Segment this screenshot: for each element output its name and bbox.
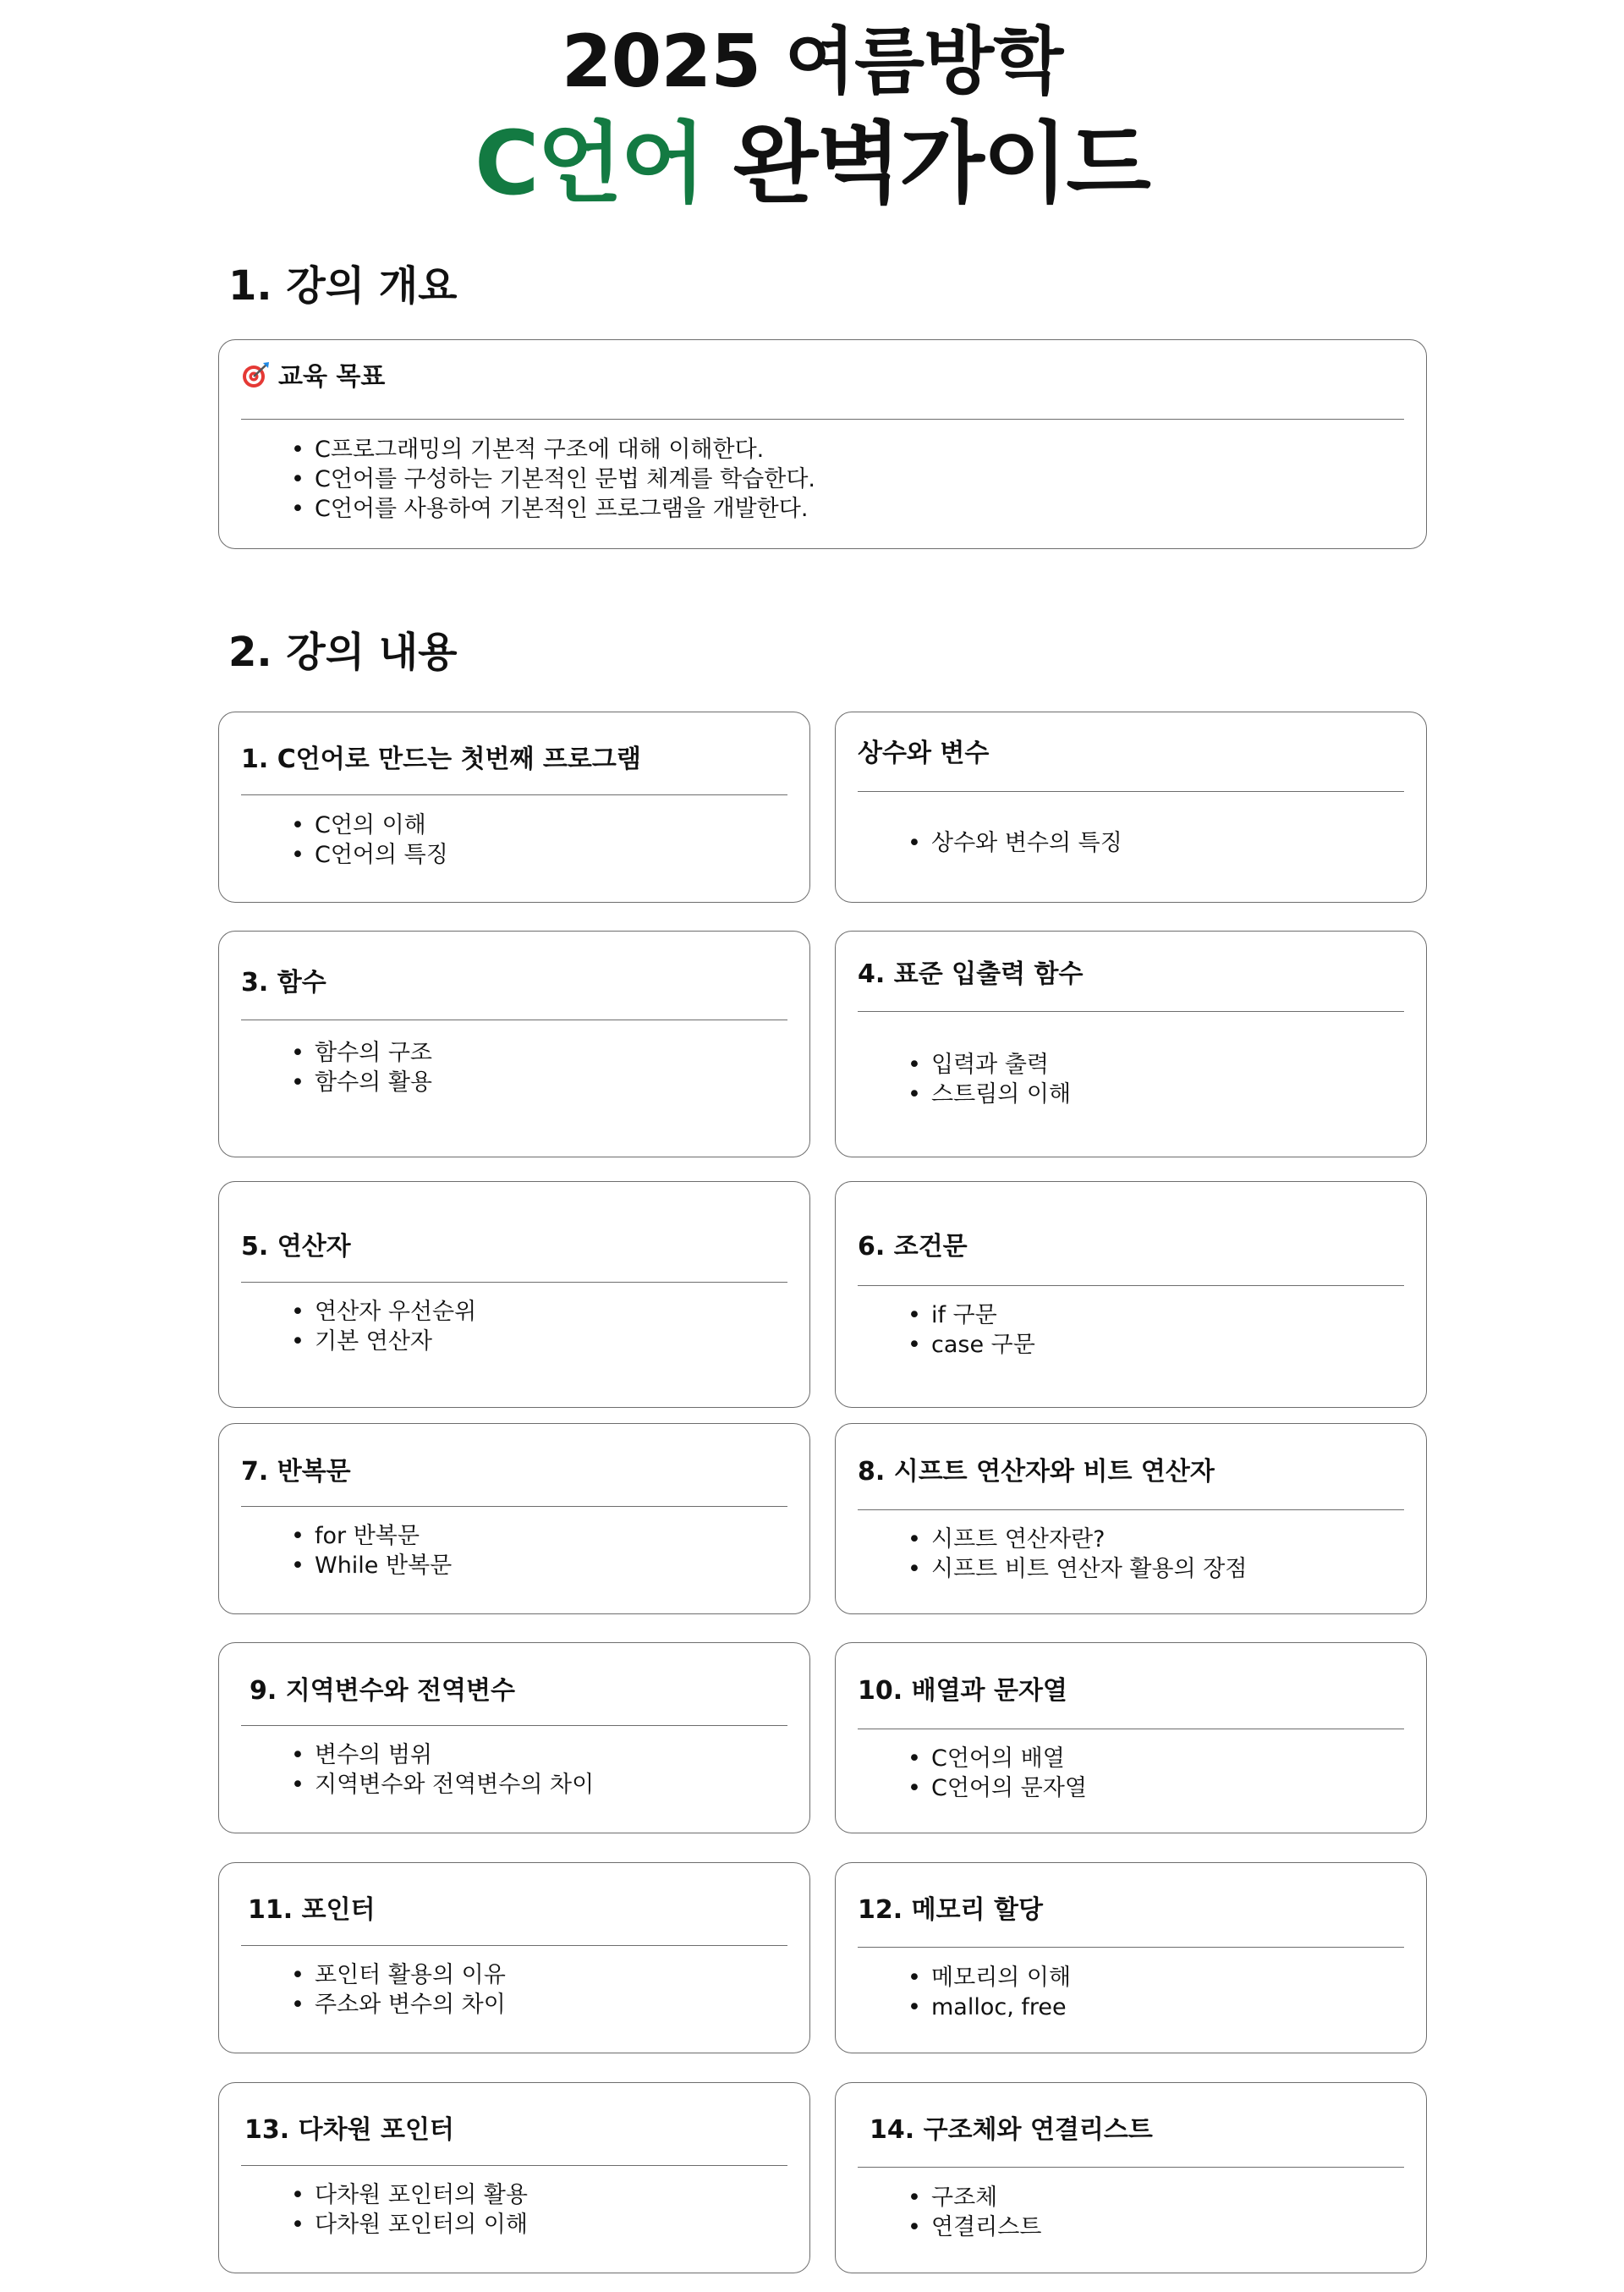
lecture-card-title: 5. 연산자 xyxy=(241,1232,351,1261)
lecture-card-item: • 포인터 활용의 이유 xyxy=(291,1960,793,1990)
lecture-card-list xyxy=(291,1038,793,1097)
lecture-card-item: • 주소와 변수의 차이 xyxy=(291,1990,793,2020)
lecture-card-item: • 연산자 우선순위 xyxy=(291,1297,793,1327)
goal-list xyxy=(291,435,1409,524)
lecture-card-title: 10. 배열과 문자열 xyxy=(858,1676,1067,1706)
lecture-card-title: 3. 함수 xyxy=(241,968,326,998)
title-line-2 xyxy=(0,108,1624,218)
lecture-card-item: • C언어의 문자열 xyxy=(908,1773,1409,1803)
lecture-card-list xyxy=(291,1740,793,1800)
lecture-card-item: • 변수의 범위 xyxy=(291,1740,793,1770)
lecture-card-title: 4. 표준 입출력 함수 xyxy=(858,959,1084,989)
lecture-card-item: • case 구문 xyxy=(908,1330,1409,1360)
goal-divider xyxy=(241,419,1404,420)
lecture-card-divider xyxy=(241,1945,787,1946)
lecture-card xyxy=(218,712,810,903)
lecture-card-list xyxy=(908,1744,1409,1803)
lecture-card-item: • for 반복문 xyxy=(291,1521,793,1551)
lecture-card-divider xyxy=(241,1282,787,1283)
lecture-card-item: • 구조체 xyxy=(908,2183,1409,2212)
lecture-card-item: • 상수와 변수의 특징 xyxy=(908,828,1409,858)
lecture-card-item: • 스트림의 이해 xyxy=(908,1080,1409,1109)
lecture-card-title: 1. C언어로 만드는 첫번째 프로그램 xyxy=(241,745,641,774)
lecture-card-item: • 시프트 비트 연산자 활용의 장점 xyxy=(908,1554,1409,1584)
lecture-card-divider xyxy=(858,1947,1404,1948)
lecture-card-list xyxy=(291,811,793,870)
lecture-card-list xyxy=(908,828,1409,858)
lecture-card xyxy=(835,2082,1427,2273)
lecture-card-item: • C언어의 배열 xyxy=(908,1744,1409,1773)
lecture-card-title: 9. 지역변수와 전역변수 xyxy=(250,1676,515,1706)
page-title xyxy=(0,15,1624,218)
lecture-card xyxy=(218,1423,810,1614)
lecture-card-divider xyxy=(858,1285,1404,1286)
lecture-card-divider xyxy=(241,794,787,795)
lecture-card-list xyxy=(291,1521,793,1580)
content-heading: 2. 강의 내용 xyxy=(228,629,458,676)
lecture-card-title: 7. 반복문 xyxy=(241,1457,351,1487)
lecture-card-divider xyxy=(241,1506,787,1507)
title-accent: C언어 xyxy=(475,112,705,215)
lecture-card-divider xyxy=(241,2165,787,2166)
lecture-card-item: • 다차원 포인터의 활용 xyxy=(291,2180,793,2210)
lecture-card-divider xyxy=(858,2167,1404,2168)
lecture-card-list xyxy=(291,1960,793,2020)
overview-heading: 1. 강의 개요 xyxy=(228,262,458,310)
lecture-card-list xyxy=(908,1300,1409,1360)
lecture-card-title: 상수와 변수 xyxy=(858,739,990,768)
lecture-card-list xyxy=(908,1525,1409,1584)
lecture-card xyxy=(835,1642,1427,1833)
goal-item: • C언어를 사용하여 기본적인 프로그램을 개발한다. xyxy=(291,494,1409,524)
lecture-card-item: • 연결리스트 xyxy=(908,2212,1409,2242)
goal-item: • C프로그래밍의 기본적 구조에 대해 이해한다. xyxy=(291,435,1409,464)
goal-title-row xyxy=(241,360,1404,394)
lecture-card-list xyxy=(908,1963,1409,2022)
lecture-card xyxy=(835,1862,1427,2053)
lecture-card-item: • 함수의 구조 xyxy=(291,1038,793,1068)
lecture-card-list xyxy=(908,2183,1409,2242)
lecture-card-title: 13. 다차원 포인터 xyxy=(244,2115,454,2145)
lecture-card-list xyxy=(291,2180,793,2240)
lecture-card-title: 12. 메모리 할당 xyxy=(858,1895,1043,1925)
title-rest: 완벽가이드 xyxy=(732,112,1149,215)
lecture-card-item: • While 반복문 xyxy=(291,1551,793,1580)
lecture-card-item: • if 구문 xyxy=(908,1300,1409,1330)
lecture-card-title: 6. 조건문 xyxy=(858,1232,968,1261)
lecture-card xyxy=(218,1862,810,2053)
goal-item: • C언어를 구성하는 기본적인 문법 체계를 학습한다. xyxy=(291,464,1409,494)
lecture-card xyxy=(218,2082,810,2273)
lecture-card-title: 11. 포인터 xyxy=(248,1895,376,1925)
lecture-card-title: 14. 구조체와 연결리스트 xyxy=(870,2115,1153,2145)
lecture-card-title: 8. 시프트 연산자와 비트 연산자 xyxy=(858,1457,1215,1487)
lecture-card-item: • 기본 연산자 xyxy=(291,1327,793,1356)
lecture-card-list xyxy=(291,1297,793,1356)
lecture-card-item: • C언의 이해 xyxy=(291,811,793,840)
lecture-card xyxy=(835,712,1427,903)
lecture-card-divider xyxy=(858,1509,1404,1510)
lecture-card-divider xyxy=(858,791,1404,792)
lecture-card xyxy=(218,931,810,1157)
lecture-card xyxy=(835,1423,1427,1614)
lecture-card-item: • 시프트 연산자란? xyxy=(908,1525,1409,1554)
lecture-card-item: • 메모리의 이해 xyxy=(908,1963,1409,1992)
lecture-card-item: • 다차원 포인터의 이해 xyxy=(291,2210,793,2240)
lecture-card-item: • 지역변수와 전역변수의 차이 xyxy=(291,1770,793,1800)
lecture-card-divider xyxy=(241,1725,787,1726)
lecture-card-item: • 입력과 출력 xyxy=(908,1050,1409,1080)
lecture-card-item: • C언어의 특징 xyxy=(291,840,793,870)
target-icon xyxy=(241,361,270,390)
lecture-card-divider xyxy=(858,1011,1404,1012)
lecture-card-item: • 함수의 활용 xyxy=(291,1068,793,1097)
goal-box xyxy=(218,339,1427,549)
lecture-card-list xyxy=(908,1050,1409,1109)
lecture-card-item: • malloc, free xyxy=(908,1992,1409,2022)
goal-title: 교육 목표 xyxy=(278,362,386,392)
lecture-card xyxy=(835,1181,1427,1408)
lecture-card xyxy=(218,1642,810,1833)
lecture-card xyxy=(218,1181,810,1408)
title-line-1: 2025 여름방학 xyxy=(561,19,1063,104)
lecture-card xyxy=(835,931,1427,1157)
